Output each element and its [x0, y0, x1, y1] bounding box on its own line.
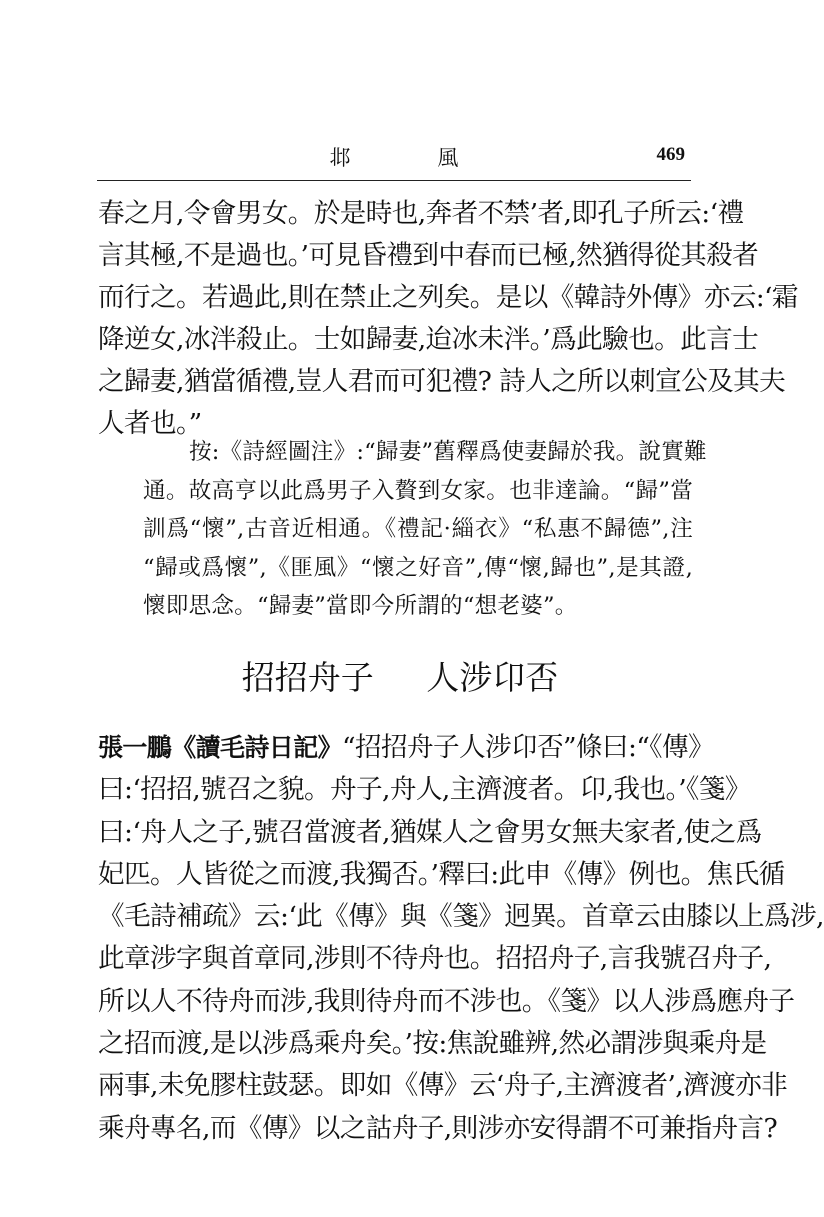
note-line: 訓爲“懷”,古音近相通。《禮記·緇衣》“私惠不歸德”,注: [143, 516, 693, 542]
text-line: 所以人不待舟而涉,我則待舟而不涉也。《箋》以人涉爲應舟子: [98, 985, 795, 1017]
text-line: 妃匹。人皆從之而渡,我獨否。’釋曰:此申《傳》例也。焦氏循: [98, 858, 785, 890]
paragraph-2: [98, 727, 824, 1150]
text-line-lead: [98, 727, 714, 769]
note-line: 通。故高亨以此爲男子入贅到女家。也非達論。“歸”當: [143, 477, 693, 504]
note-line: “歸或爲懷”,《匪風》“懷之好音”,傳“懷,歸也”,是其證,: [143, 554, 693, 581]
source-citation: 張一鵬《讀毛詩日記》: [98, 733, 343, 762]
header-title: 邶 風: [329, 146, 499, 170]
editor-note: [143, 433, 707, 626]
text-line: 曰:‘招招,號召之貌。舟子,舟人,主濟渡者。卬,我也。’《箋》: [98, 774, 751, 806]
lead-text: “招招舟子人涉卬否”條曰:“《傳》: [342, 732, 714, 763]
text-line: 春之月,令會男女。於是時也,奔者不禁’者,即孔子所云:‘禮: [98, 198, 744, 229]
text-line: 此章涉字與首章同,涉則不待舟也。招招舟子,言我號召舟子,: [98, 943, 772, 975]
text-line: 乘舟專名,而《傳》以之詁舟子,則涉亦安得謂不可兼指舟言?: [98, 1112, 778, 1144]
text-line: 《毛詩補疏》云:‘此《傳》與《箋》迥異。首章云由膝以上爲涉,: [98, 901, 824, 933]
paragraph-1: [98, 193, 798, 445]
text-line: 之歸妻,猶當循禮,豈人君而可犯禮? 詩人之所以刺宣公及其夫: [98, 366, 786, 397]
text-line: 曰:‘舟人之子,號召當渡者,猶媒人之會男女無夫家者,使之爲: [98, 816, 762, 848]
running-header: [97, 140, 691, 181]
note-line: 懷即思念。“歸妻”當即今所謂的“想老婆”。: [143, 593, 578, 619]
section-heading: [0, 652, 800, 699]
page-number: 469: [656, 144, 685, 165]
text-line: 人者也。”: [98, 408, 202, 439]
text-line: 兩事,未免膠柱鼓瑟。即如《傳》云‘舟子,主濟渡者’,濟渡亦非: [98, 1070, 788, 1102]
text-line: 降逆女,冰泮殺止。士如歸妻,迨冰未泮。’爲此驗也。此言士: [98, 324, 759, 355]
text-line: 而行之。若過此,則在禁止之列矣。是以《韓詩外傳》亦云:‘霜: [98, 282, 798, 313]
text-line: 言其極,不是過也。’可見昏禮到中春而已極,然猶得從其殺者: [98, 240, 759, 271]
text-line: 之招而渡,是以涉爲乘舟矣。’按:焦說雖辨,然必謂涉與乘舟是: [98, 1028, 767, 1060]
section-heading-part2: 人涉卬否: [426, 658, 559, 697]
note-line: 按:《詩經圖注》:“歸妻”舊釋爲使妻歸於我。說實難: [189, 439, 707, 465]
section-heading-part1: 招招舟子: [241, 658, 374, 697]
